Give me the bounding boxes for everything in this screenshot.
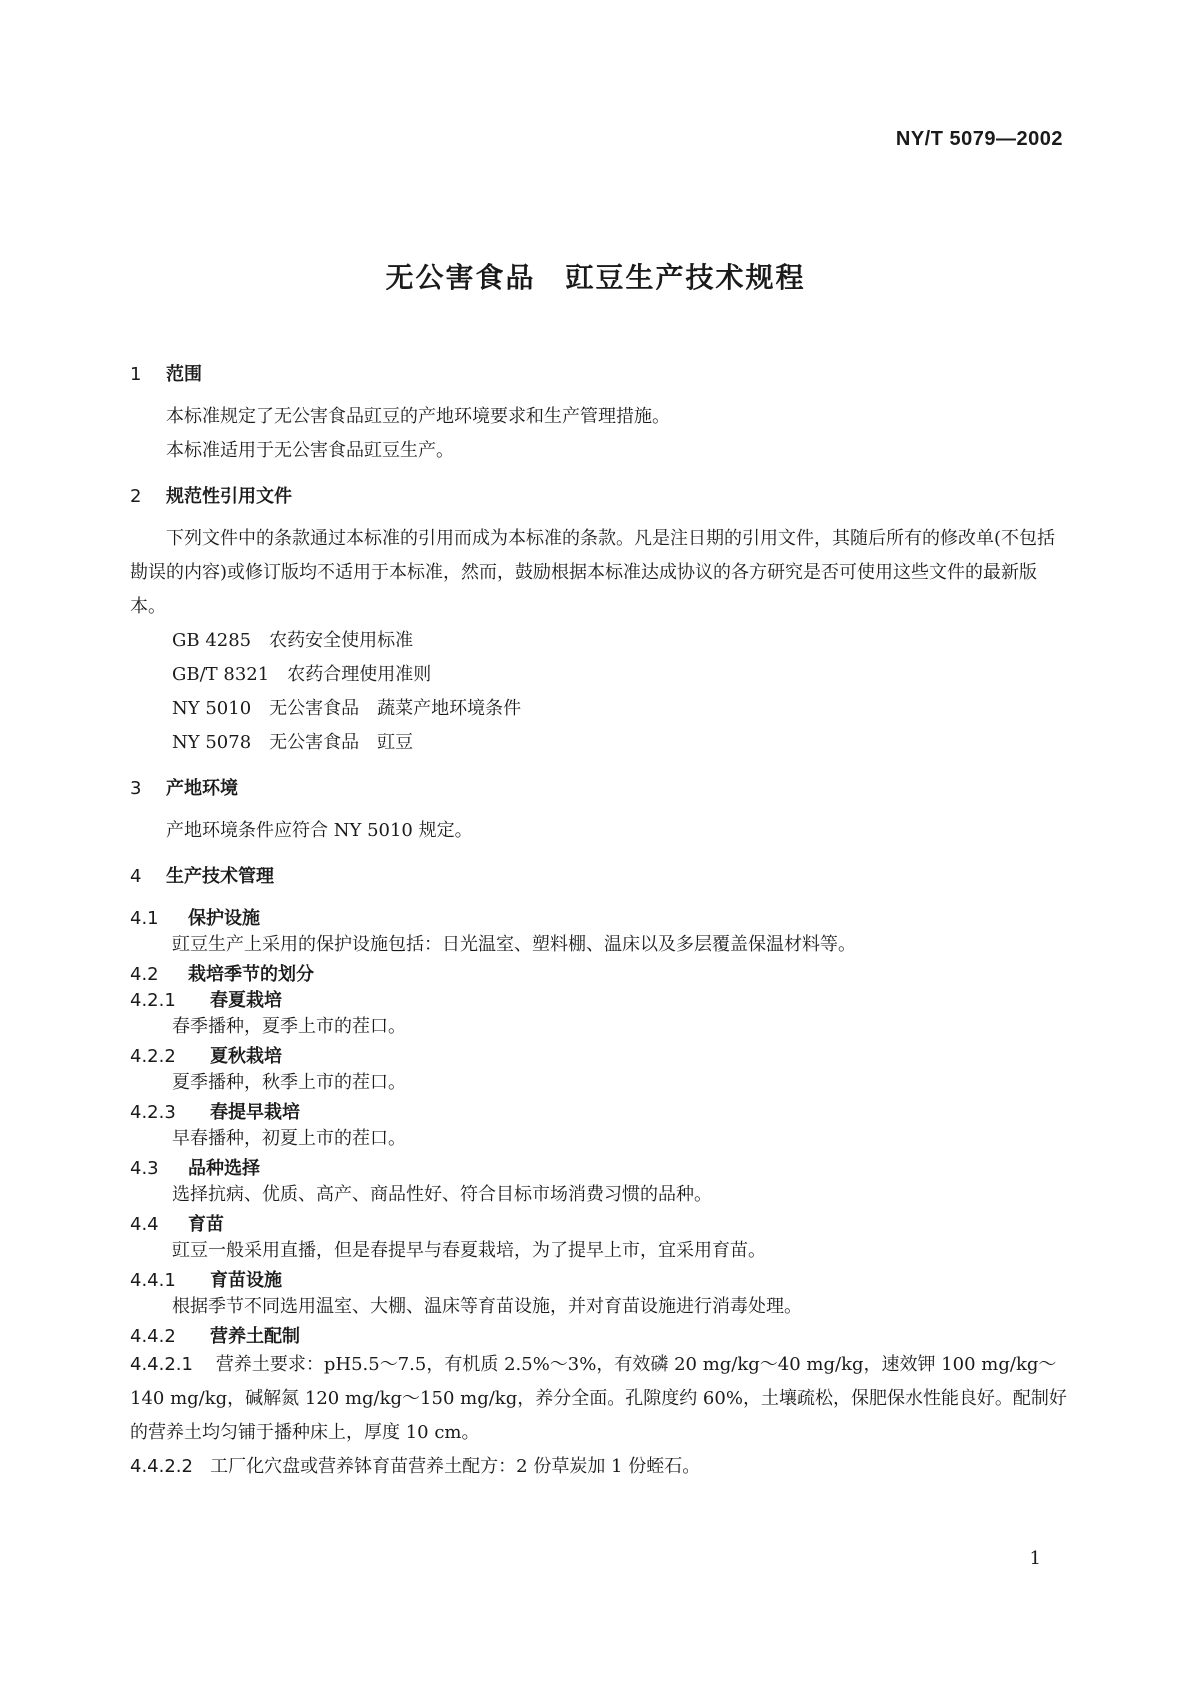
document-body [130, 360, 1070, 1484]
section-4-2-heading [130, 960, 1070, 986]
section-4-4-2-title: 营养土配制 [210, 1326, 300, 1347]
section-4-2-3-title: 春提早栽培 [210, 1102, 300, 1123]
section-4-2-3-text: 早春播种，初夏上市的茬口。 [172, 1128, 406, 1149]
section-1-number: 1 [130, 364, 142, 385]
section-4-4-heading [130, 1210, 1070, 1236]
section-4-4-number: 4.4 [130, 1214, 159, 1235]
section-4-2-2-number: 4.2.2 [130, 1046, 176, 1067]
reference-item: GB 4285 农药安全使用标准 [172, 630, 414, 651]
section-3-heading [130, 774, 1070, 800]
section-2-number: 2 [130, 486, 142, 507]
section-2-title: 规范性引用文件 [166, 486, 292, 507]
section-4-2-number: 4.2 [130, 964, 159, 985]
section-4-2-3-number: 4.2.3 [130, 1102, 176, 1123]
section-4-4-1-heading [130, 1266, 1070, 1292]
section-4-4-2-2-paragraph [130, 1450, 1070, 1484]
section-4-4-2-1-text: 营养土要求：pH5.5～7.5，有机质 2.5%～3%，有效磷 20 mg/kg～40 mg/kg，速效钾 100 mg/kg～140 mg/kg，碱解氮 120 mg/kg～150 mg/kg，养分全面。孔隙度约 60%，土壤疏松，保肥保水性能良好。配制好的营养土均匀铺于播种床上，厚度 10 cm。 [130, 1354, 1067, 1443]
reference-item: NY 5078 无公害食品 豇豆 [172, 732, 414, 753]
section-4-3-text: 选择抗病、优质、高产、商品性好、符合目标市场消费习惯的品种。 [172, 1184, 712, 1205]
section-4-2-2-title: 夏秋栽培 [210, 1046, 282, 1067]
section-4-1-text: 豇豆生产上采用的保护设施包括：日光温室、塑料棚、温床以及多层覆盖保温材料等。 [172, 934, 856, 955]
section-4-2-1-number: 4.2.1 [130, 990, 176, 1011]
section-4-4-2-number: 4.4.2 [130, 1326, 176, 1347]
section-4-2-title: 栽培季节的划分 [188, 964, 314, 985]
section-4-4-2-1-number: 4.4.2.1 [130, 1354, 193, 1375]
section-4-4-1-number: 4.4.1 [130, 1270, 176, 1291]
section-4-4-2-heading [130, 1322, 1070, 1348]
section-4-2-1-title: 春夏栽培 [210, 990, 282, 1011]
section-2-heading [130, 482, 1070, 508]
section-4-4-2-2-number: 4.4.2.2 [130, 1456, 193, 1477]
reference-item: NY 5010 无公害食品 蔬菜产地环境条件 [172, 698, 522, 719]
section-4-4-1-text: 根据季节不同选用温室、大棚、温床等育苗设施，并对育苗设施进行消毒处理。 [172, 1296, 802, 1317]
section-1-paragraph-1: 本标准规定了无公害食品豇豆的产地环境要求和生产管理措施。 [166, 406, 670, 427]
section-4-2-3-heading [130, 1098, 1070, 1124]
section-4-2-2-heading [130, 1042, 1070, 1068]
section-4-2-1-heading [130, 986, 1070, 1012]
section-1-paragraph-2: 本标准适用于无公害食品豇豆生产。 [166, 440, 454, 461]
document-title: 无公害食品 豇豆生产技术规程 [385, 261, 806, 294]
reference-item: GB/T 8321 农药合理使用准则 [172, 664, 432, 685]
section-1-title: 范围 [166, 364, 202, 385]
section-4-1-number: 4.1 [130, 908, 159, 929]
section-4-3-number: 4.3 [130, 1158, 159, 1179]
standard-code: NY/T 5079—2002 [895, 128, 1063, 150]
section-4-1-heading [130, 904, 1070, 930]
section-2-paragraph: 下列文件中的条款通过本标准的引用而成为本标准的条款。凡是注日期的引用文件，其随后所有的修改单(不包括勘误的内容)或修订版均不适用于本标准，然而，鼓励根据本标准达成协议的各方研究是否可使用这些文件的最新版本。 [130, 528, 1056, 617]
section-4-4-1-title: 育苗设施 [210, 1270, 282, 1291]
section-3-paragraph: 产地环境条件应符合 NY 5010 规定。 [166, 820, 473, 841]
page-number: 1 [1029, 1548, 1041, 1569]
section-4-title: 生产技术管理 [166, 866, 274, 887]
section-4-number: 4 [130, 866, 142, 887]
section-4-4-title: 育苗 [188, 1214, 224, 1235]
section-4-4-2-2-text: 工厂化穴盘或营养钵育苗营养土配方：2 份草炭加 1 份蛭石。 [210, 1456, 701, 1477]
section-3-number: 3 [130, 778, 142, 799]
section-4-4-text: 豇豆一般采用直播，但是春提早与春夏栽培，为了提早上市，宜采用育苗。 [172, 1240, 766, 1261]
section-3-title: 产地环境 [166, 778, 238, 799]
section-4-3-heading [130, 1154, 1070, 1180]
section-4-2-1-text: 春季播种，夏季上市的茬口。 [172, 1016, 406, 1037]
section-1-heading [130, 360, 1070, 386]
section-4-3-title: 品种选择 [188, 1158, 260, 1179]
section-4-2-2-text: 夏季播种，秋季上市的茬口。 [172, 1072, 406, 1093]
section-4-4-2-1-paragraph [130, 1348, 1070, 1450]
section-4-1-title: 保护设施 [188, 908, 260, 929]
section-4-heading [130, 862, 1070, 888]
